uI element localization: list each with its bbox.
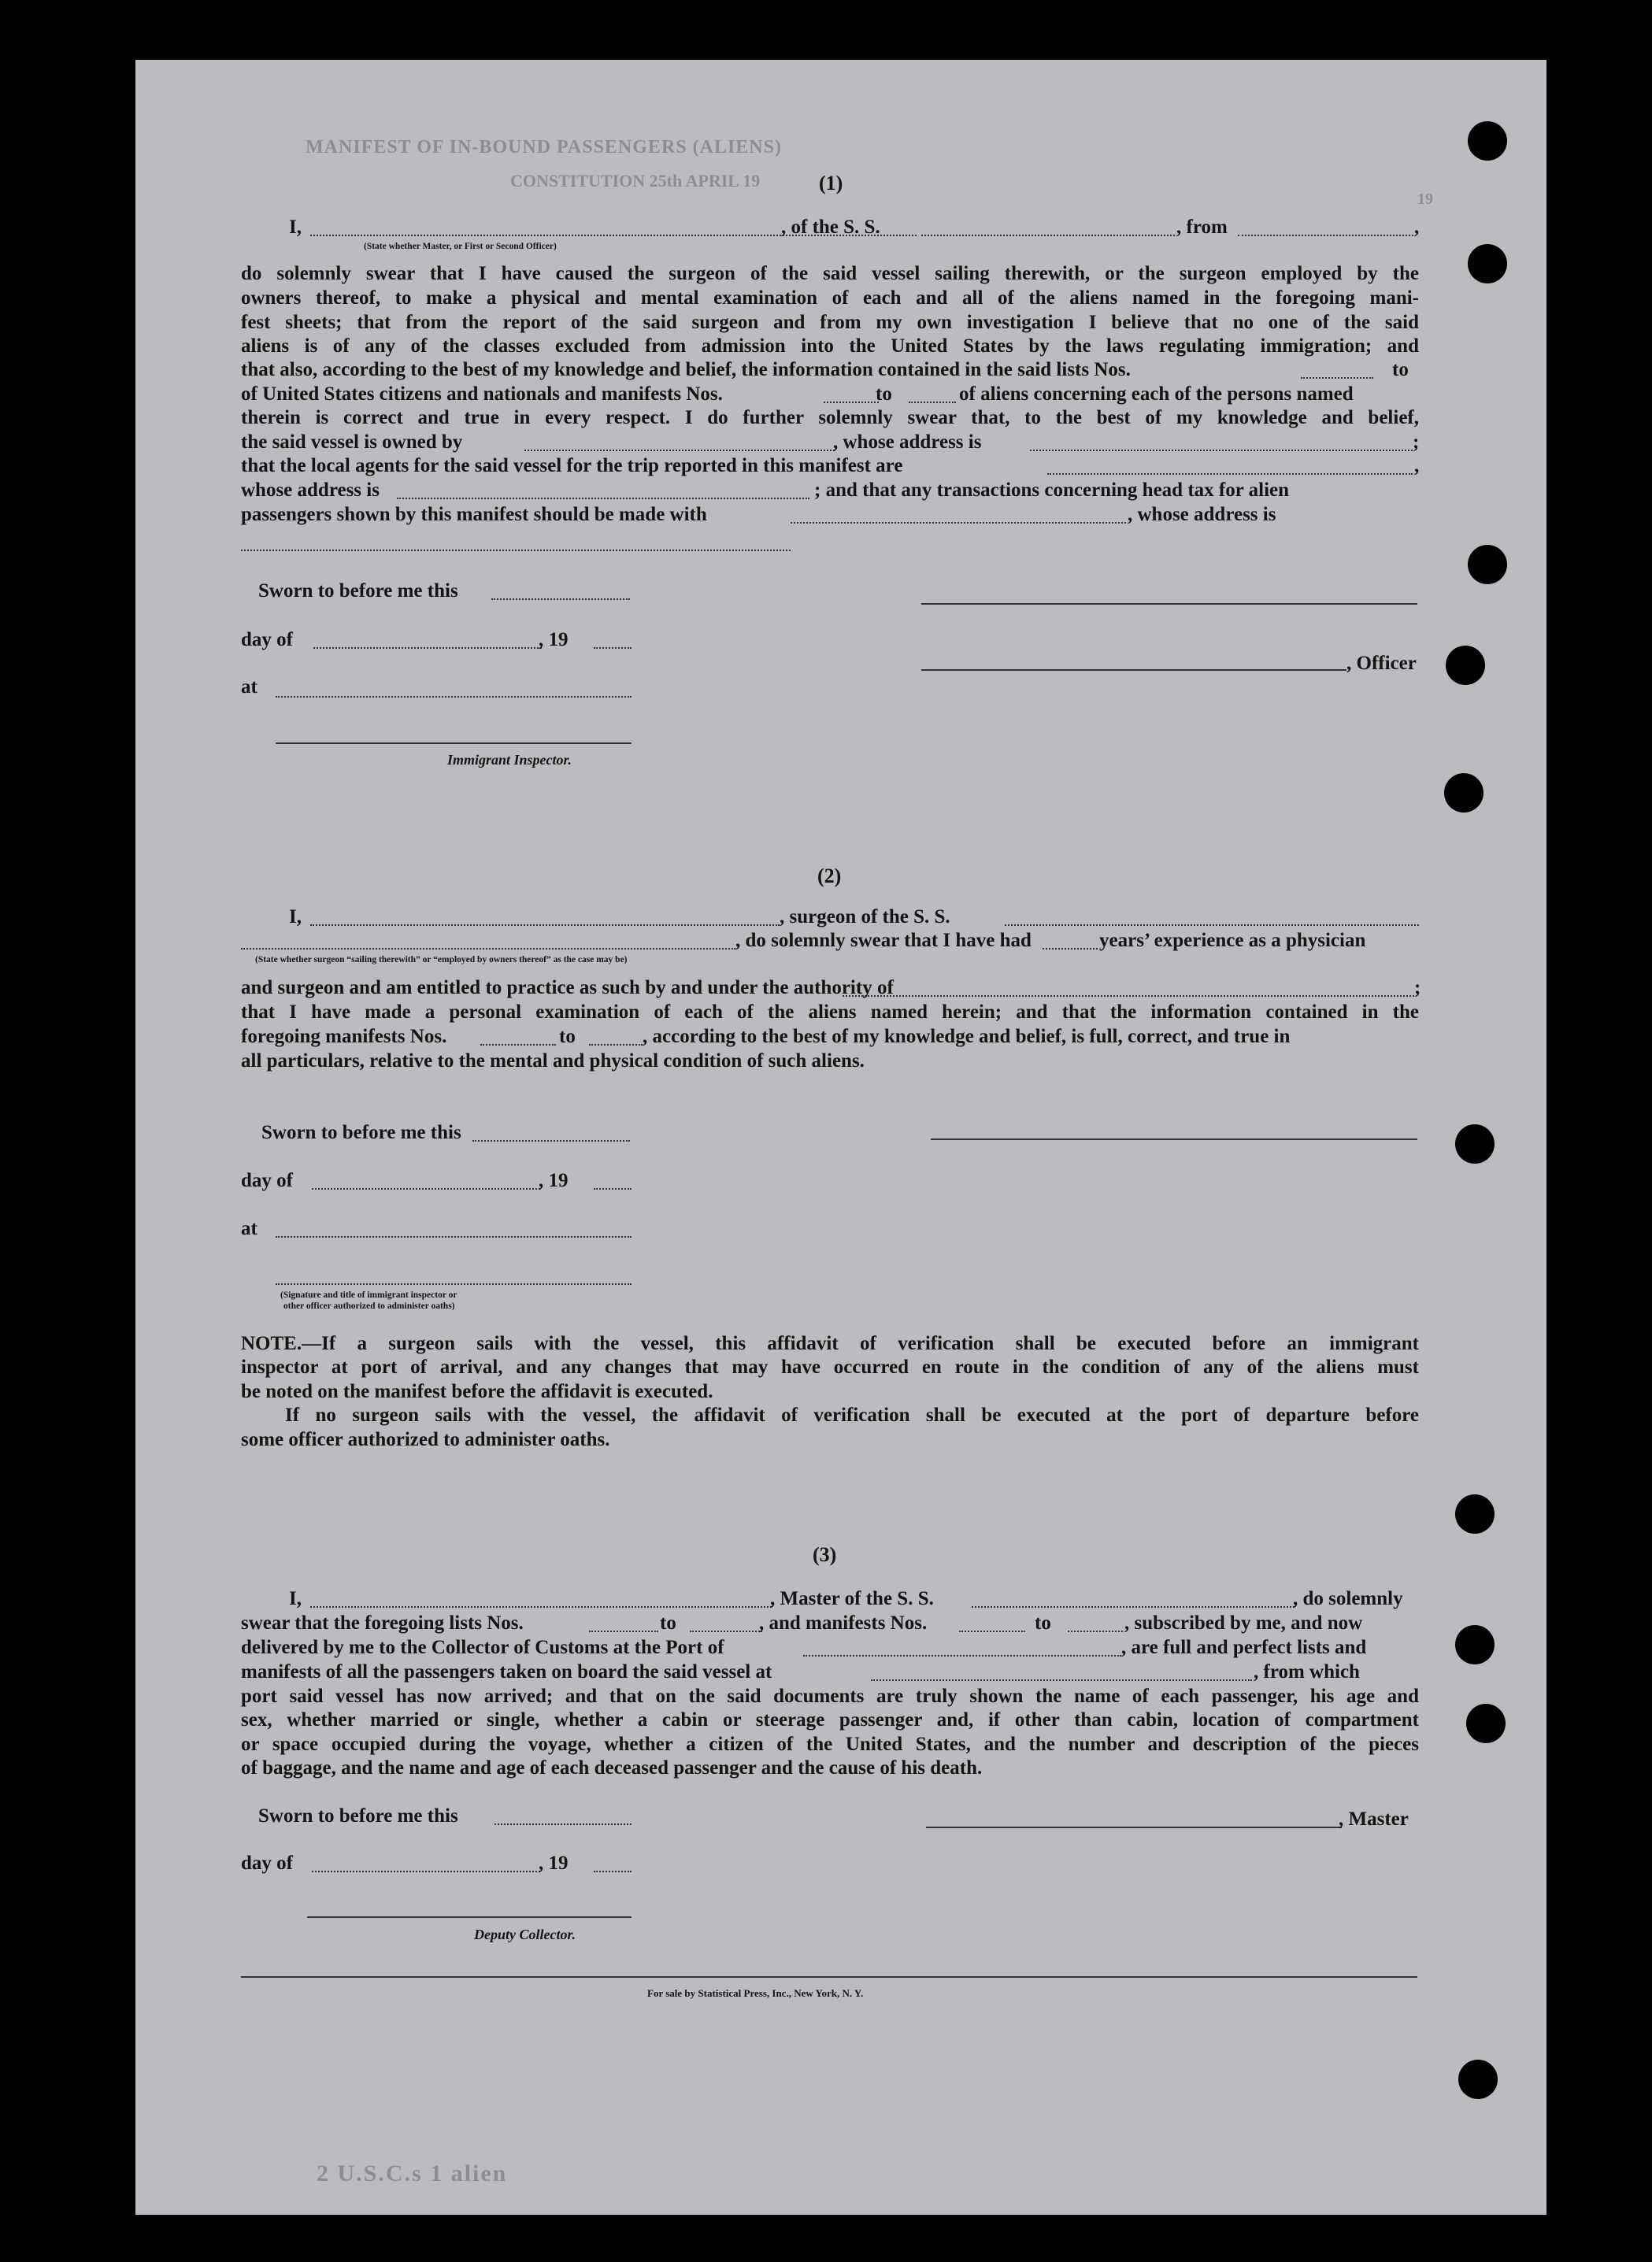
s1-owner-text: the said vessel is owned by <box>241 431 463 453</box>
s3-master-label: , Master <box>1339 1808 1409 1830</box>
s3-lists-to-field[interactable] <box>690 1631 762 1632</box>
s2-signature-line[interactable] <box>931 1138 1417 1140</box>
s2-note-line-last: be noted on the manifest before the affidavit is executed. <box>241 1381 713 1402</box>
s1-headtax-address-label: , whose address is <box>1128 504 1276 525</box>
s3-body-line: sex, whether married or single, whether a cabin or steerage passenger and, if other than cabin, location of compartment <box>241 1709 1419 1731</box>
s2-at: at <box>241 1218 257 1239</box>
s1-officer-note: (State whether Master, or First or Second Officer) <box>364 242 557 251</box>
s2-manifests-text: foregoing manifests Nos. <box>241 1026 447 1047</box>
s1-lists-text: that also, according to the best of my knowledge and belief, the information contained in the said lists Nos. <box>241 359 1131 380</box>
s1-at: at <box>241 676 257 698</box>
s1-manifests-rest: of aliens concerning each of the persons named <box>959 383 1354 405</box>
s3-lists-text: swear that the foregoing lists Nos. <box>241 1612 524 1634</box>
s1-day-of: day of <box>241 629 293 650</box>
s2-at-field[interactable] <box>276 1236 632 1238</box>
s1-inspector-sign-line[interactable] <box>276 742 632 744</box>
s1-l1-end: , <box>1414 217 1420 238</box>
s2-body-line-last: all particulars, relative to the mental and physical condition of such aliens. <box>241 1050 865 1072</box>
s1-agents-field[interactable] <box>1047 473 1413 475</box>
s3-departure-port-field[interactable] <box>871 1679 1252 1681</box>
s2-note-line: NOTE.—If a surgeon sails with the vessel, this affidavit of verification shall be executed before an immigrant <box>241 1333 1419 1354</box>
punch-hole-icon <box>1444 773 1483 813</box>
s1-of-ss: , of the S. S. <box>781 217 880 238</box>
s1-agents-address-field[interactable] <box>397 498 809 499</box>
s2-i: I, <box>289 906 302 927</box>
s1-from: , from <box>1176 217 1228 238</box>
s1-inspector-label: Immigrant Inspector. <box>447 752 572 768</box>
ghost-header-line2: CONSTITUTION 25th APRIL 19 <box>510 171 761 191</box>
s1-year-field[interactable] <box>594 647 632 649</box>
s3-year-field[interactable] <box>594 1871 632 1872</box>
s2-year-field[interactable] <box>594 1188 632 1190</box>
punch-hole-icon <box>1455 1625 1495 1664</box>
s3-solemnly: , do solemnly <box>1293 1588 1403 1609</box>
s1-signature-line[interactable] <box>921 603 1417 605</box>
s2-years-field[interactable] <box>1043 948 1098 950</box>
punch-hole-icon <box>1458 2060 1498 2099</box>
s3-manifests-text: , and manifests Nos. <box>759 1612 928 1634</box>
s1-body-line: therein is correct and true in every respect. I do further solemnly swear that, to the best of my knowledge and belief, <box>241 407 1419 428</box>
section-2-number: (2) <box>817 864 842 887</box>
s1-owner-field[interactable] <box>524 450 835 451</box>
s1-lists-from-field[interactable] <box>1301 377 1373 379</box>
s2-year: , 19 <box>539 1170 569 1191</box>
s1-owner-address-field[interactable] <box>1030 450 1413 451</box>
s1-body-line: do solemnly swear that I have caused the surgeon of the said vessel sailing therewith, or the surgeon employed by the <box>241 263 1419 284</box>
s2-manifests-rest: , according to the best of my knowledge and belief, is full, correct, and true in <box>643 1026 1291 1047</box>
s1-officer-sign-line[interactable] <box>921 669 1346 671</box>
ghost-footer: 2 U.S.C.s 1 alien <box>317 2160 508 2186</box>
punch-hole-icon <box>1468 545 1507 584</box>
s1-manifests-from-field[interactable] <box>824 402 879 403</box>
s3-year: , 19 <box>539 1853 569 1874</box>
s3-port-text: delivered by me to the Collector of Customs at the Port of <box>241 1637 724 1658</box>
punch-hole-icon <box>1468 121 1507 161</box>
ghost-header-line1: MANIFEST OF IN-BOUND PASSENGERS (ALIENS) <box>306 137 782 157</box>
punch-hole-icon <box>1468 244 1507 283</box>
footer-printer: For sale by Statistical Press, Inc., New York, N. Y. <box>647 1987 864 1999</box>
s3-body-line: port said vessel has now arrived; and that on the said documents are truly shown the name of each passenger, his age and <box>241 1686 1419 1707</box>
s1-sworn-field[interactable] <box>491 598 630 600</box>
s1-agents-end: , <box>1414 455 1420 476</box>
punch-hole-icon <box>1455 1124 1495 1164</box>
s2-surgeon-type-note: (State whether surgeon “sailing therewith” or “employed by owners thereof” as the case may be) <box>255 955 628 964</box>
s1-manifests-to: to <box>876 383 892 405</box>
s1-day-field[interactable] <box>313 647 542 649</box>
s1-from-field[interactable] <box>1238 235 1413 236</box>
s3-master-name-field[interactable] <box>310 1606 772 1608</box>
s1-headtax-field[interactable] <box>791 522 1126 524</box>
s1-i: I, <box>289 217 302 238</box>
s1-manifests-text: of United States citizens and nationals and manifests Nos. <box>241 383 723 405</box>
s3-lists-from-field[interactable] <box>589 1631 658 1632</box>
s3-perfect-text: , are full and perfect lists and <box>1121 1637 1367 1658</box>
s2-swear-text: , do solemnly swear that I have had <box>735 930 1032 951</box>
punch-hole-icon <box>1446 646 1485 685</box>
s1-year: , 19 <box>539 629 569 650</box>
s3-body-line: or space occupied during the voyage, whether a citizen of the United States, and the number and description of the pieces <box>241 1734 1419 1755</box>
s2-surgeon-type-field[interactable] <box>241 948 735 950</box>
s2-experience-text: years’ experience as a physician <box>1099 930 1366 951</box>
footer-rule <box>241 1976 1417 1978</box>
section-3-number: (3) <box>813 1543 837 1566</box>
s1-headtax-with: passengers shown by this manifest should be made with <box>241 504 707 525</box>
s3-deputy-label: Deputy Collector. <box>474 1927 576 1942</box>
s2-surgeon-name-field[interactable] <box>310 924 780 926</box>
s3-master-of: , Master of the S. S. <box>770 1588 934 1609</box>
s3-port-field[interactable] <box>803 1655 1121 1657</box>
s3-taken-text: manifests of all the passengers taken on board the said vessel at <box>241 1661 772 1683</box>
s3-sworn: Sworn to before me this <box>258 1805 458 1827</box>
s2-note2-last: some officer authorized to administer oaths. <box>241 1429 610 1450</box>
s1-sworn: Sworn to before me this <box>258 580 458 602</box>
s3-from-which: , from which <box>1254 1661 1360 1683</box>
s2-authority-text: and surgeon and am entitled to practice as such by and under the authority of <box>241 977 894 998</box>
s3-manifests-from-field[interactable] <box>959 1631 1025 1632</box>
s1-owner-end: ; <box>1413 431 1420 453</box>
s2-sig-note-2: other officer authorized to administer oaths) <box>283 1301 455 1311</box>
s2-manifests-to: to <box>559 1026 576 1047</box>
s2-sworn-field[interactable] <box>472 1140 630 1142</box>
s1-agents-address-label: whose address is <box>241 479 380 501</box>
s3-master-sign-line[interactable] <box>926 1827 1342 1828</box>
s2-manifests-from-field[interactable] <box>480 1044 556 1046</box>
punch-hole-icon <box>1455 1494 1495 1534</box>
s1-headtax-text: ; and that any transactions concerning head tax for alien <box>814 479 1290 501</box>
ghost-header-line3: 19 <box>1417 191 1433 208</box>
s1-owner-address-label: , whose address is <box>833 431 982 453</box>
s1-body-line: aliens is of any of the classes excluded from admission into the United States by the laws regulating immigration; and <box>241 335 1419 357</box>
s3-day-field[interactable] <box>312 1871 540 1872</box>
s3-manifests-to-field[interactable] <box>1068 1631 1123 1632</box>
s2-note-line: inspector at port of arrival, and any changes that may have occurred en route in the condition of any of the aliens must <box>241 1357 1419 1378</box>
s1-ship-field[interactable] <box>921 235 1175 236</box>
s3-ship-field[interactable] <box>972 1606 1295 1608</box>
s3-collector-sign-line[interactable] <box>307 1916 632 1918</box>
s1-body-line: fest sheets; that from the report of the said surgeon and from my own investigation I believe that no one of the said <box>241 312 1419 333</box>
s3-i: I, <box>289 1588 302 1609</box>
punch-hole-icon <box>1466 1704 1506 1743</box>
s2-note2-line: If no surgeon sails with the vessel, the affidavit of verification shall be executed at the port of departure before <box>285 1405 1419 1426</box>
s2-authority-end: ; <box>1414 977 1421 998</box>
s1-manifests-to-field[interactable] <box>909 402 956 403</box>
s2-sig-note-1: (Signature and title of immigrant inspector or <box>280 1290 457 1300</box>
s2-day-of: day of <box>241 1170 293 1191</box>
section-1-number: (1) <box>819 172 843 194</box>
s2-sworn: Sworn to before me this <box>261 1122 461 1143</box>
s3-body-line-last: of baggage, and the name and age of each deceased passenger and the cause of his death. <box>241 1757 983 1779</box>
s3-manifests-to: to <box>1035 1612 1051 1634</box>
s2-ship-field[interactable] <box>1005 924 1419 926</box>
s1-agents-text: that the local agents for the said vessel for the trip reported in this manifest are <box>241 455 903 476</box>
s2-inspector-sign-line[interactable] <box>276 1283 632 1285</box>
s2-authority-field[interactable] <box>843 995 1414 997</box>
s2-body-line: that I have made a personal examination of each of the aliens named herein; and that the information contained in the <box>241 1001 1419 1023</box>
s2-day-field[interactable] <box>312 1188 540 1190</box>
s3-sworn-field[interactable] <box>494 1823 632 1825</box>
s1-at-field[interactable] <box>276 696 632 698</box>
s2-surgeon-of: , surgeon of the S. S. <box>780 906 950 927</box>
s3-lists-to: to <box>660 1612 676 1634</box>
s3-day-of: day of <box>241 1853 293 1874</box>
s3-subscribed-text: , subscribed by me, and now <box>1124 1612 1363 1634</box>
s1-headtax-address-field[interactable] <box>241 550 791 551</box>
s1-lists-to: to <box>1392 359 1409 380</box>
s1-officer-label: , Officer <box>1346 653 1417 674</box>
manifest-page <box>135 60 1546 2215</box>
s2-manifests-to-field[interactable] <box>589 1044 643 1046</box>
s1-body-line: owners thereof, to make a physical and mental examination of each and all of the aliens named in the foregoing mani- <box>241 287 1419 309</box>
